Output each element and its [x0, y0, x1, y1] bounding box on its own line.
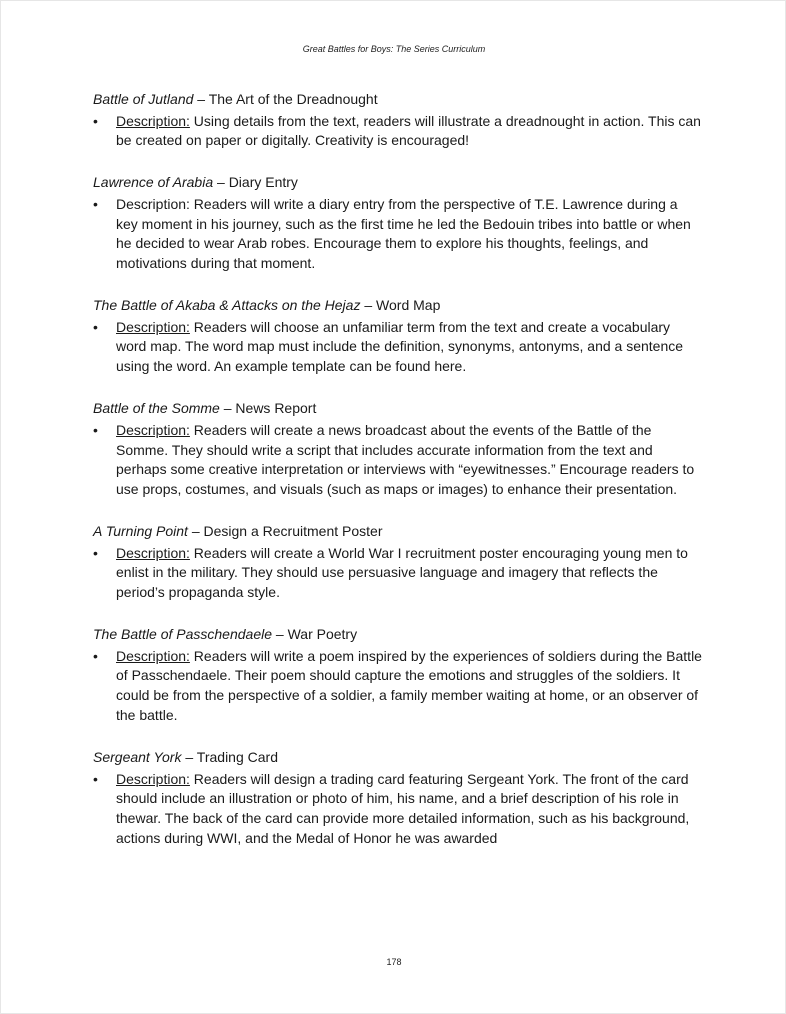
description-text: Readers will write a diary entry from the perspective of T.E. Lawrence during a key moment in his journey, such as the first time he led the Bedouin tribes into battle or when he decided to wear Arab robes. Encourage them to explore his thoughts, feelings, and motivations during that moment. — [116, 195, 691, 272]
bullet-icon: • — [93, 195, 98, 212]
section-title: A Turning Point — [93, 523, 188, 540]
bullet-icon: • — [93, 544, 98, 561]
description-item — [93, 544, 703, 603]
activity-name: Word Map — [376, 297, 441, 314]
activity-name: The Art of the Dreadnought — [208, 91, 378, 107]
description-label: Description: — [116, 195, 190, 212]
description-text: Using details from the text, readers will illustrate a dreadnought in action. This can be created on paper or digitally. Creativity is encouraged! — [116, 112, 701, 149]
activity-section-somme — [93, 399, 703, 499]
activity-name: Diary Entry — [228, 174, 298, 191]
description-item — [93, 421, 703, 500]
page-number: 178 — [386, 957, 402, 967]
section-heading — [93, 625, 703, 645]
description-item — [93, 647, 703, 726]
activity-name: Design a Recruitment Poster — [203, 523, 383, 540]
description-text: Readers will write a poem inspired by the experiences of soldiers during the Battle of Passchendaele. Their poem should capture the emotions and struggles of the soldiers. It could be from the perspective of a soldier, a family member waiting at home, or an observer of the battle. — [116, 647, 702, 723]
section-title: The Battle of Akaba & Attacks on the Hejaz — [93, 297, 361, 314]
heading-dash: – — [360, 297, 377, 314]
description-label: Description: — [116, 770, 190, 787]
description-label: Description: — [116, 647, 190, 664]
description-label: Description: — [116, 544, 190, 561]
activity-section-lawrence — [93, 173, 703, 273]
description-label: Description: — [116, 318, 190, 335]
heading-dash: – — [272, 626, 288, 643]
section-title: Lawrence of Arabia — [93, 174, 214, 191]
description-item — [93, 112, 703, 151]
section-title: Battle of the Somme — [93, 400, 220, 417]
section-heading — [93, 90, 703, 110]
description-text: Readers will create a news broadcast about the events of the Battle of the Somme. They should write a script that includes accurate information from the text and perhaps some creative interpretation or interviews with “eyewitnesses.” Encourage readers to use props, costumes, and visuals (such as maps or images) to enhance their presentation. — [116, 421, 695, 497]
bullet-icon: • — [93, 112, 98, 129]
heading-dash: – — [193, 91, 209, 107]
activity-section-sergeant-york — [93, 748, 703, 848]
section-heading — [93, 296, 703, 316]
section-heading — [93, 173, 703, 193]
activity-name: Trading Card — [196, 749, 278, 766]
heading-dash: – — [187, 523, 204, 540]
section-heading — [93, 522, 703, 542]
description-item — [93, 195, 703, 274]
description-item — [93, 770, 703, 849]
section-heading — [93, 748, 703, 768]
description-label: Description: — [116, 421, 190, 438]
section-title: Battle of Jutland — [93, 91, 194, 107]
description-text: Readers will create a World War I recruitment poster encouraging young men to enlist in the military. They should use persuasive language and imagery that reflects the period’s propaganda style. — [116, 544, 688, 601]
description-item — [93, 318, 703, 377]
section-title: The Battle of Passchendaele — [93, 626, 273, 643]
bullet-icon: • — [93, 647, 98, 664]
description-label: Description: — [116, 112, 190, 129]
activity-section-passchendaele — [93, 625, 703, 725]
running-header: Great Battles for Boys: The Series Curriculum — [302, 44, 486, 54]
heading-dash: – — [181, 749, 197, 766]
heading-dash: – — [219, 400, 236, 417]
description-text: Readers will design a trading card featuring Sergeant York. The front of the card should include an illustration or photo of him, his name, and a brief description of his role in thewar. The back of the card can provide more detailed information, such as his background, actions during WWI, and the Medal of Honor he was awarded — [116, 770, 690, 846]
activity-section-turning-point — [93, 522, 703, 603]
bullet-icon: • — [93, 770, 98, 787]
activity-name: War Poetry — [287, 626, 358, 643]
section-title: Sergeant York — [93, 749, 182, 766]
description-text: Readers will choose an unfamiliar term from the text and create a vocabulary word map. The word map must include the definition, synonyms, antonyms, and a sentence using the word. An example template can be found here. — [116, 318, 684, 375]
activity-name: News Report — [235, 400, 317, 417]
section-heading — [93, 399, 703, 419]
bullet-icon: • — [93, 421, 98, 438]
activity-section-jutland — [93, 90, 703, 151]
bullet-icon: • — [93, 318, 98, 335]
activity-list — [93, 90, 703, 871]
activity-section-akaba — [93, 296, 703, 377]
heading-dash: – — [213, 174, 229, 191]
